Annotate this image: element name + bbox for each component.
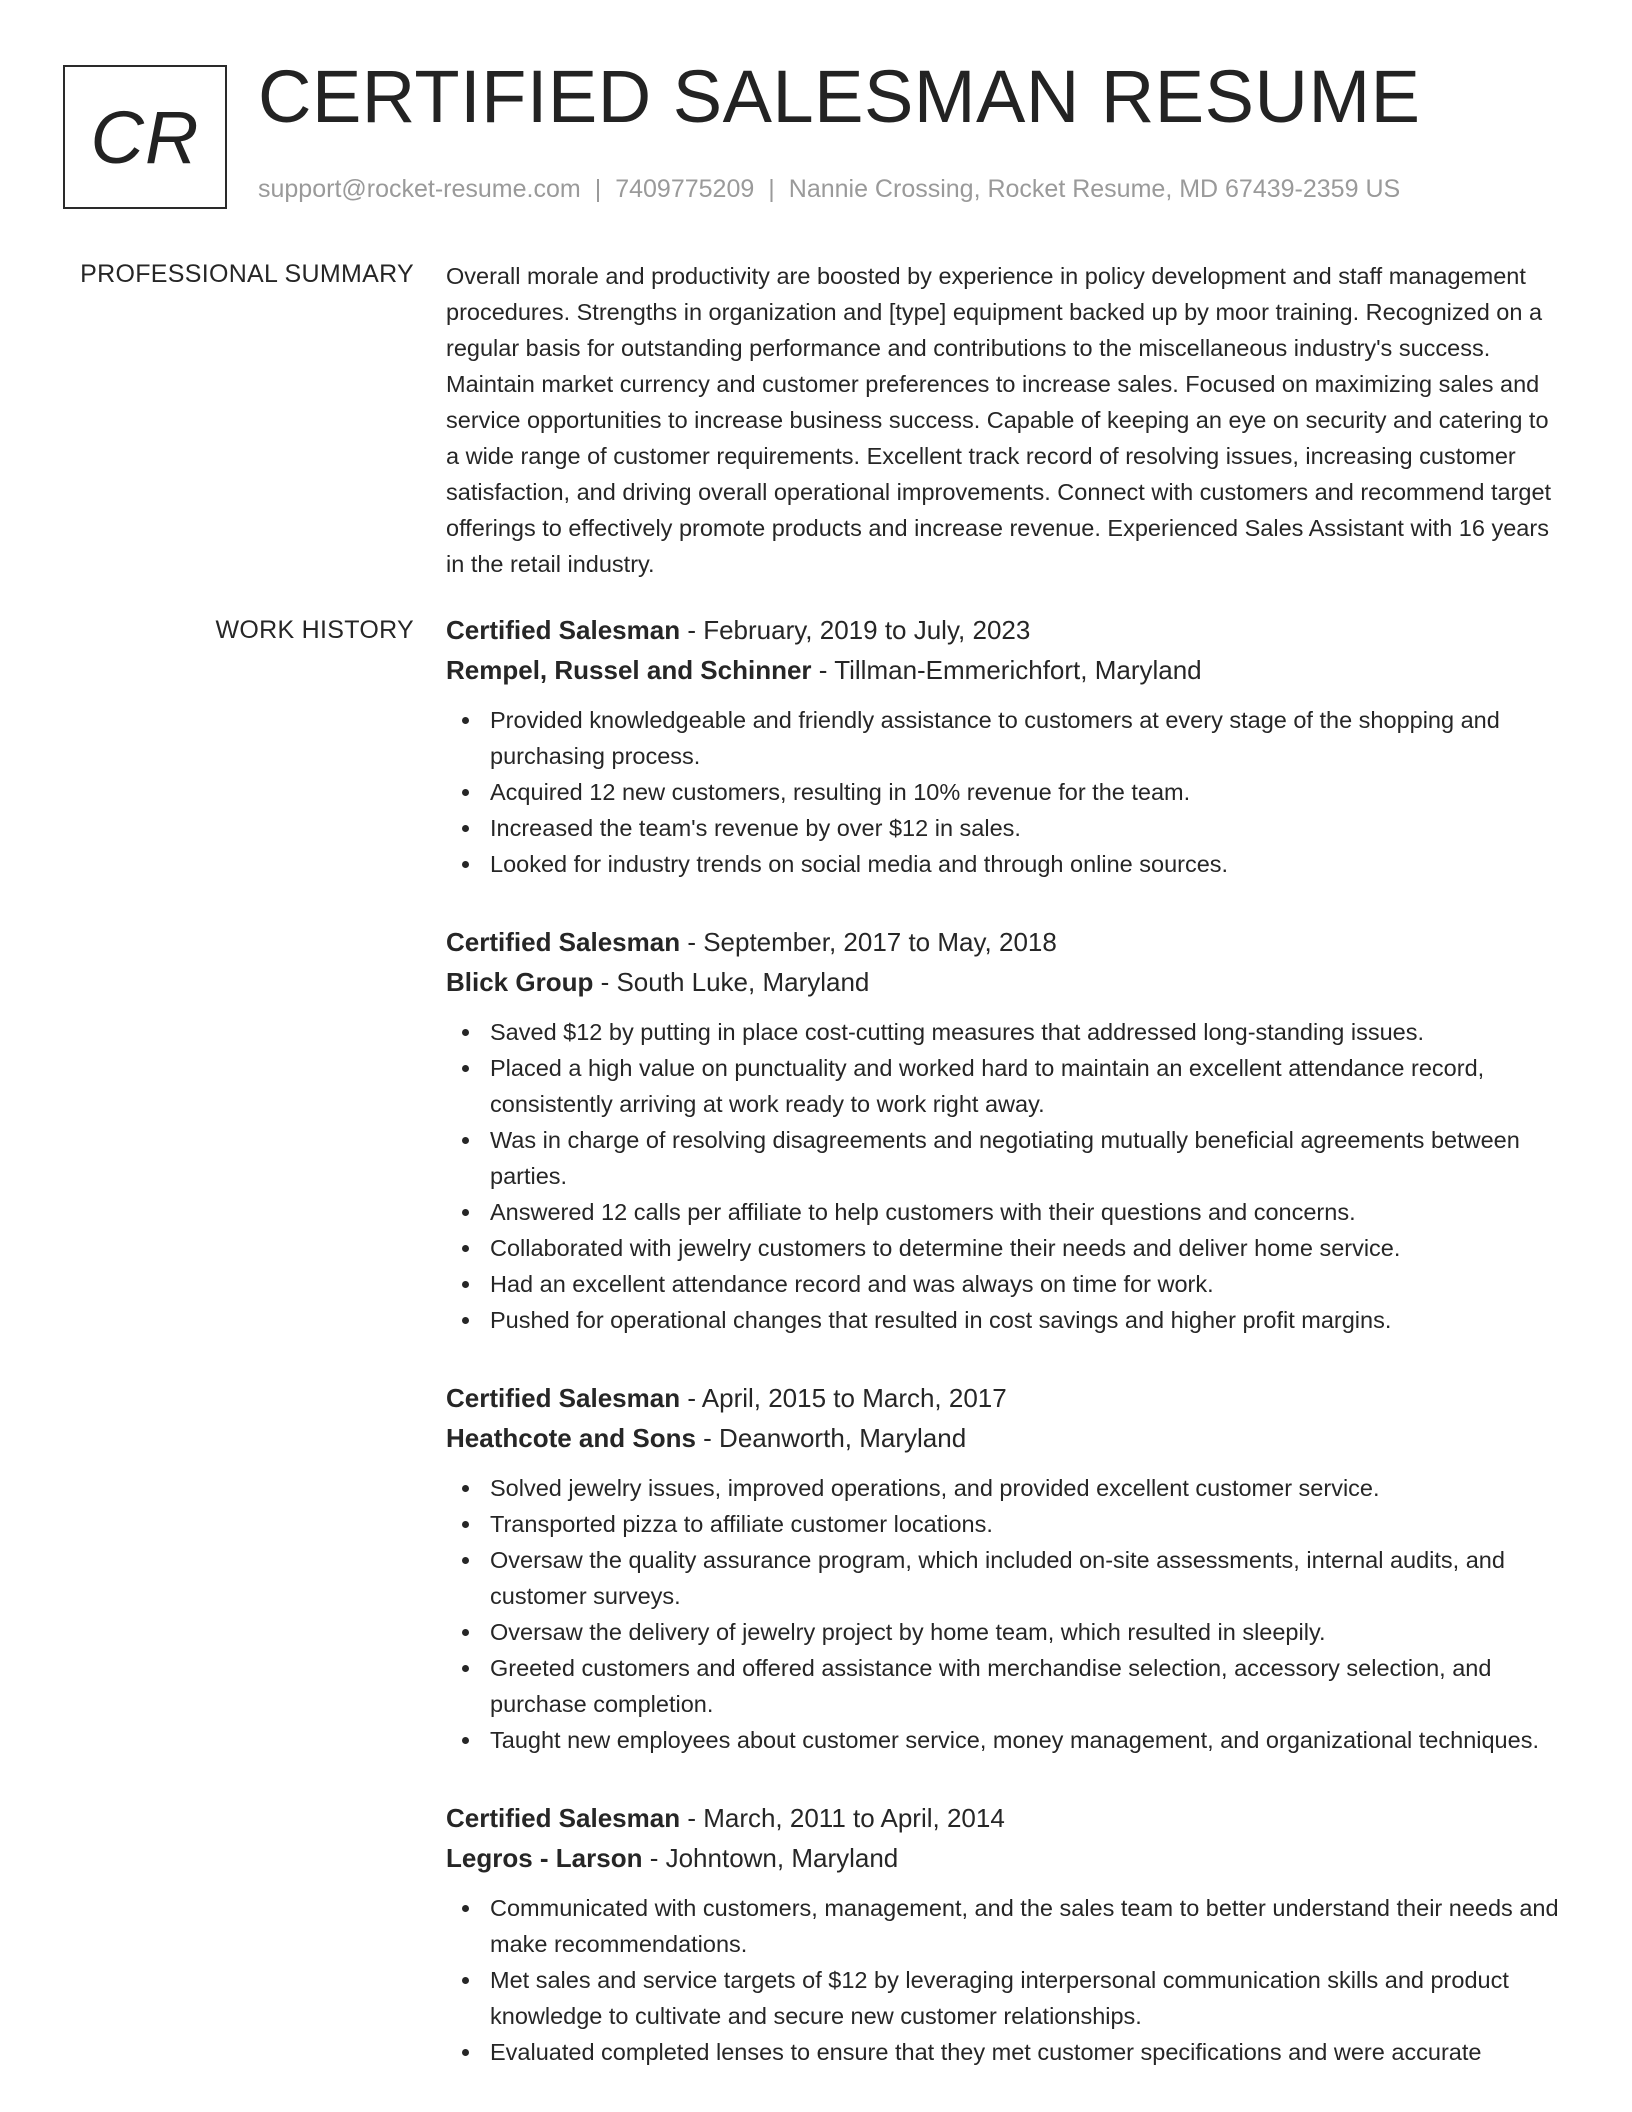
job-bullet-item: Provided knowledgeable and friendly assistance to customers at every stage of the shopping and purchasing process.	[446, 702, 1566, 774]
job-bullet-item: Transported pizza to affiliate customer locations.	[446, 1506, 1566, 1542]
job-bullet-item: Was in charge of resolving disagreements and negotiating mutually beneficial agreements between parties.	[446, 1122, 1566, 1194]
job-bullet-item: Greeted customers and offered assistance with merchandise selection, accessory selection, and purchase completion.	[446, 1650, 1566, 1722]
job-company: Legros - Larson	[446, 1843, 643, 1873]
job-location: - South Luke, Maryland	[593, 967, 870, 997]
job-company-line	[446, 1418, 1566, 1458]
job-title: Certified Salesman	[446, 927, 681, 957]
monogram-box	[63, 65, 227, 209]
job-bullet-item: Placed a high value on punctuality and worked hard to maintain an excellent attendance record, consistently arriving at work ready to work right away.	[446, 1050, 1566, 1122]
job-company: Heathcote and Sons	[446, 1423, 696, 1453]
contact-separator: |	[594, 175, 602, 203]
job-bullet-item: Oversaw the delivery of jewelry project by home team, which resulted in sleepily.	[446, 1614, 1566, 1650]
summary-paragraph: Overall morale and productivity are boosted by experience in policy development and staff management procedures. Strengths in organization and [type] equipment backed up by moor training. Recognized on a regular basis for outstanding performance and contributions to the miscellaneous industry's success. Maintain market currency and customer preferences to increase sales. Focused on maximizing sales and service opportunities to increase business success. Capable of keeping an eye on security and catering to a wide range of customer requirements. Excellent track record of resolving issues, increasing customer satisfaction, and driving overall operational improvements. Connect with customers and recommend target offerings to effectively promote products and increase revenue. Experienced Sales Assistant with 16 years in the retail industry.	[446, 263, 1552, 577]
job-bullet-item: Answered 12 calls per affiliate to help customers with their questions and concerns.	[446, 1194, 1566, 1230]
job-bullet-item: Evaluated completed lenses to ensure that they met customer specifications and were accurate	[446, 2034, 1566, 2070]
job-bullet-item: Acquired 12 new customers, resulting in 10% revenue for the team.	[446, 774, 1566, 810]
contact-phone[interactable]: 7409775209	[615, 175, 755, 203]
work-history-heading: WORK HISTORY	[215, 616, 414, 644]
job-company: Blick Group	[446, 967, 594, 997]
job-company-line	[446, 962, 1566, 1002]
job-title-line	[446, 1378, 1566, 1418]
contact-line	[258, 175, 1400, 204]
job-bullet-item: Increased the team's revenue by over $12 in sales.	[446, 810, 1566, 846]
job-bullet-item: Saved $12 by putting in place cost-cutting measures that addressed long-standing issues.	[446, 1014, 1566, 1050]
job-bullet-item: Communicated with customers, management, and the sales team to better understand their needs and make recommendations.	[446, 1890, 1566, 1962]
job-bullet-list	[446, 1014, 1566, 1338]
resume-title: CERTIFIED SALESMAN RESUME	[258, 55, 1421, 138]
job-bullet-item: Met sales and service targets of $12 by leveraging interpersonal communication skills and product knowledge to cultivate and secure new customer relationships.	[446, 1962, 1566, 2034]
job-entry	[446, 1378, 1566, 1758]
job-bullet-item: Taught new employees about customer service, money management, and organizational techniques.	[446, 1722, 1566, 1758]
job-company-line	[446, 650, 1566, 690]
job-bullet-item: Solved jewelry issues, improved operations, and provided excellent customer service.	[446, 1470, 1566, 1506]
job-entry	[446, 610, 1566, 882]
job-bullet-item: Pushed for operational changes that resulted in cost savings and higher profit margins.	[446, 1302, 1566, 1338]
job-bullet-item: Looked for industry trends on social media and through online sources.	[446, 846, 1566, 882]
job-bullet-list	[446, 1470, 1566, 1758]
job-bullet-item: Had an excellent attendance record and was always on time for work.	[446, 1266, 1566, 1302]
contact-address: Nannie Crossing, Rocket Resume, MD 67439-2359 US	[788, 175, 1401, 203]
job-company-line	[446, 1838, 1566, 1878]
job-location: - Deanworth, Maryland	[695, 1423, 967, 1453]
job-dates: - April, 2015 to March, 2017	[680, 1383, 1007, 1413]
job-entry	[446, 922, 1566, 1338]
summary-heading: PROFESSIONAL SUMMARY	[80, 260, 414, 288]
job-bullet-list	[446, 1890, 1566, 2070]
job-location: - Tillman-Emmerichfort, Maryland	[811, 655, 1202, 685]
job-title-line	[446, 1798, 1566, 1838]
job-bullet-list	[446, 702, 1566, 882]
job-title: Certified Salesman	[446, 1383, 681, 1413]
job-title: Certified Salesman	[446, 615, 681, 645]
job-dates: - February, 2019 to July, 2023	[680, 615, 1031, 645]
job-bullet-item: Collaborated with jewelry customers to determine their needs and deliver home service.	[446, 1230, 1566, 1266]
monogram-initials: CR	[90, 95, 200, 179]
job-title: Certified Salesman	[446, 1803, 681, 1833]
job-entry	[446, 1798, 1566, 2070]
job-location: - Johntown, Maryland	[642, 1843, 899, 1873]
contact-email[interactable]: support@rocket-resume.com	[258, 175, 581, 203]
job-dates: - March, 2011 to April, 2014	[680, 1803, 1005, 1833]
job-bullet-item: Oversaw the quality assurance program, which included on-site assessments, internal audits, and customer surveys.	[446, 1542, 1566, 1614]
job-dates: - September, 2017 to May, 2018	[680, 927, 1057, 957]
job-list	[446, 610, 1566, 2110]
job-company: Rempel, Russel and Schinner	[446, 655, 812, 685]
job-title-line	[446, 610, 1566, 650]
job-title-line	[446, 922, 1566, 962]
contact-separator: |	[768, 175, 775, 203]
